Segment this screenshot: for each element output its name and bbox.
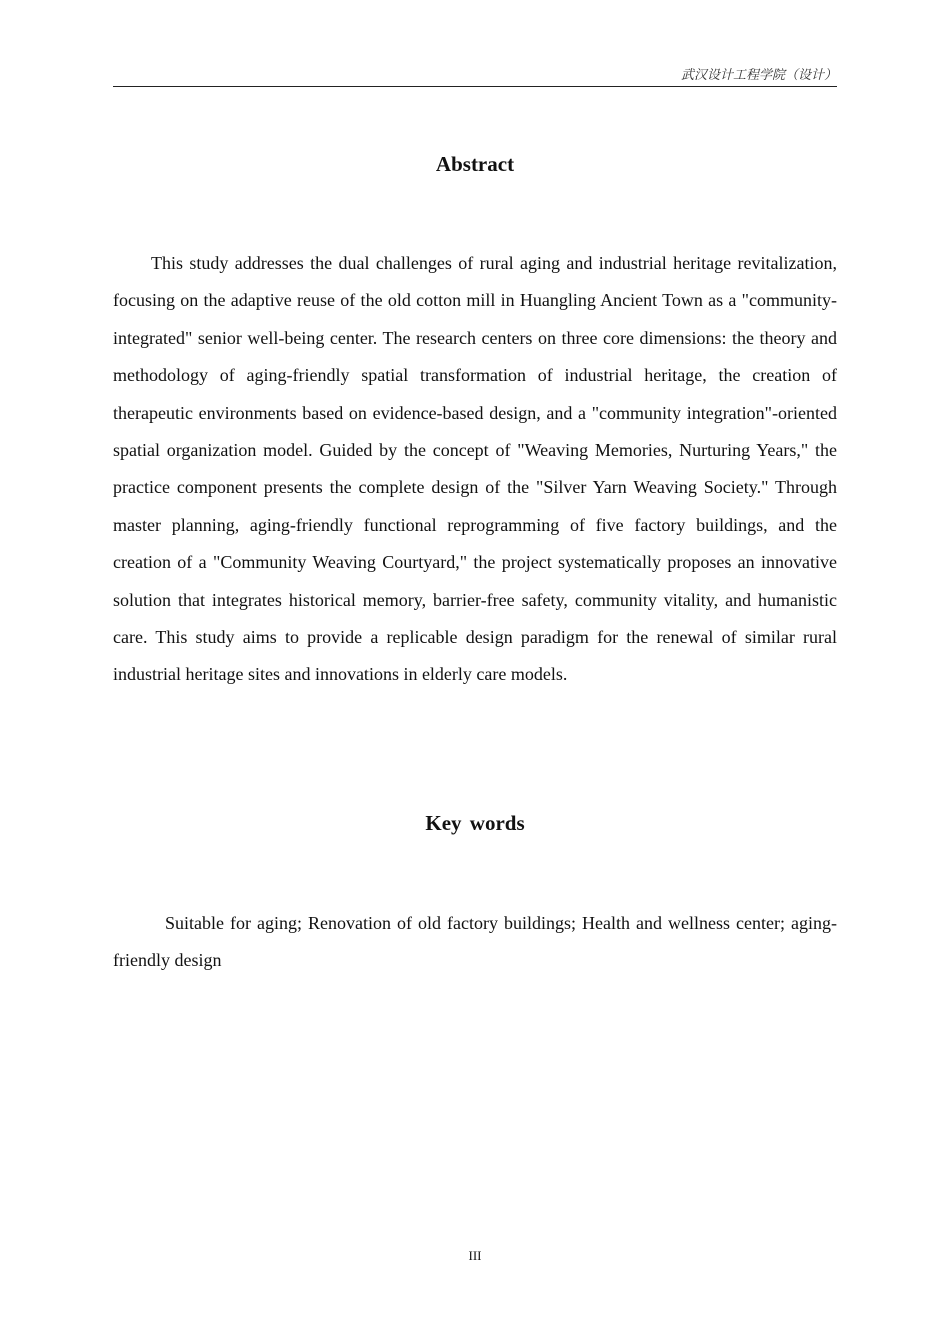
- abstract-body: This study addresses the dual challenges of rural aging and industrial heritage revitalization, focusing on the adaptive reuse of the old cotton mill in Huangling Ancient Town as a "community-integrated" senior well-being center. The research centers on three core dimensions: the theory and methodology of aging-friendly spatial transformation of industrial heritage, the creation of therapeutic environments based on evidence-based design, and a "community integration"-oriented spatial organization model. Guided by the concept of "Weaving Memories, Nurturing Years," the practice component presents the complete design of the "Silver Yarn Weaving Society." Through master planning, aging-friendly functional reprogramming of five factory buildings, and the creation of a "Community Weaving Courtyard," the project systematically proposes an innovative solution that integrates historical memory, barrier-free safety, community vitality, and humanistic care. This study aims to provide a replicable design paradigm for the renewal of similar rural industrial heritage sites and innovations in elderly care models.: [113, 253, 837, 685]
- page-number: III: [468, 1248, 482, 1263]
- keywords-title: Key words: [425, 811, 525, 835]
- page-header: [113, 66, 837, 87]
- keywords-body: Suitable for aging; Renovation of old factory buildings; Health and wellness center; aging-friendly design: [113, 913, 837, 971]
- header-institution: 武汉设计工程学院（设计）: [680, 68, 837, 83]
- abstract-title: Abstract: [435, 152, 515, 176]
